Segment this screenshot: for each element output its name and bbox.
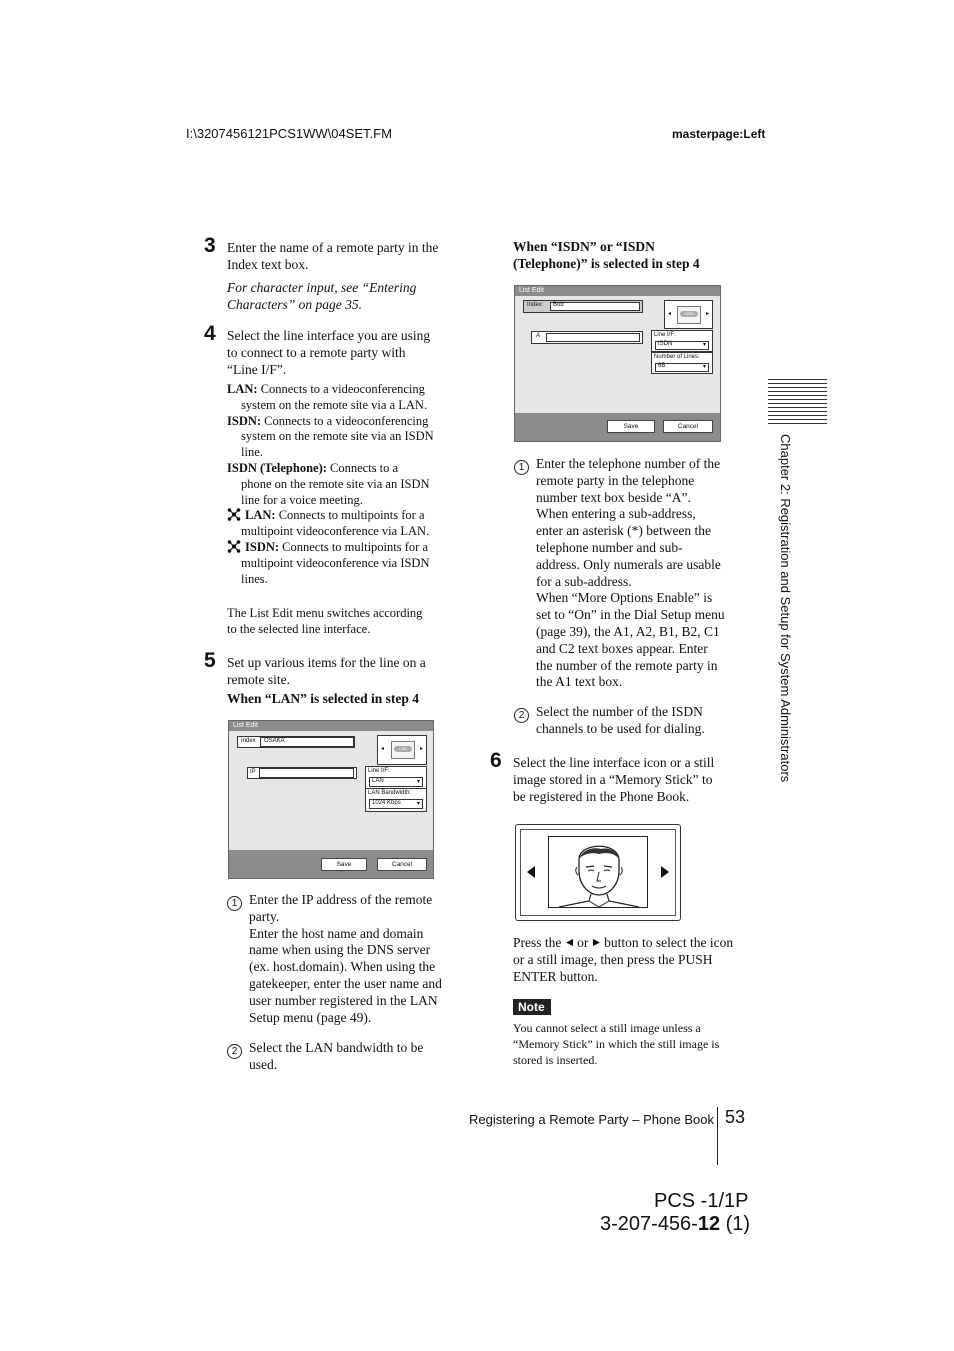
multipoint-icon [227, 508, 241, 521]
left-arrow-icon [565, 938, 574, 947]
left-arrow-icon: ◂ [381, 746, 385, 752]
step-3-note: For character input, see “Entering Characters” on page 35. [227, 280, 417, 312]
ip-row: IP [247, 767, 357, 779]
line-interface-definitions: LAN: Connects to a videoconferencing system on the remote site via a LAN. ISDN: Connects to a videoconferencing system on the remote site via an ISDN line. ISDN (Telephone): Connects to a phone on the remote site via an ISDN line for a voice meeting. LAN: Connects to multipoints for a multipoint videoconference via LAN. ISDN: Connects to multipoints for a multipoint videoconference via ISDN lines. [227, 382, 434, 586]
footer-section-title: Registering a Remote Party – Phone Book [469, 1112, 714, 1127]
line-icon-selector[interactable] [664, 300, 713, 329]
isdn-item-1-text: Enter the telephone number of the remote party in the telephone number text box beside “A”. When entering a sub-address, enter an asterisk (*) between the telephone number and sub- address. Only numerals are usable for a sub-address. When “More Options Enable” is set to “On” in the Dial Setup menu (page 39), the A1, A2, B1, B2, C1 and C2 text boxes appear. Enter the number of the remote party in the A1 text box. [536, 456, 725, 690]
step-6-text: Select the line interface icon or a still image stored in a “Memory Stick” to be registered in the Phone Book. [513, 755, 715, 804]
left-arrow-icon: ◂ [668, 311, 672, 317]
index-input[interactable]: Bob [550, 302, 640, 311]
index-input[interactable]: OSAKA [260, 737, 354, 747]
index-row: Index: Bob [523, 300, 643, 313]
lan-item-1-text: Enter the IP address of the remote party. Enter the host name and domain name when using the DNS server (ex. host.domain). When using the gatekeeper, enter the user name and user number registered in the LAN Setup menu (page 49). [249, 892, 442, 1025]
still-image-portrait[interactable] [548, 836, 648, 908]
bandwidth-select[interactable]: 1024 Kbps ▾ [369, 799, 423, 809]
isdn-subhead: When “ISDN” or “ISDN (Telephone)” is selected in step 4 [513, 239, 700, 271]
screen-title: List Edit [515, 286, 720, 296]
step-5-text: Set up various items for the line on a remote site. [227, 655, 426, 687]
isdn-icon: ISDN [677, 306, 701, 324]
lan-item-1-marker: 1 [227, 893, 242, 911]
index-row: Index OSAKA [237, 736, 355, 748]
lan-item-2-marker: 2 [227, 1041, 242, 1059]
step-6-number: 6 [490, 749, 502, 772]
model-number: PCS -1/1P [654, 1190, 749, 1212]
line-if-group: Line I/F: LAN ▾ [365, 766, 427, 790]
chevron-down-icon: ▾ [702, 364, 706, 370]
file-path: I:\3207456121PCS1WW\04SET.FM [186, 126, 392, 141]
line-if-select[interactable]: ISDN ▾ [655, 341, 709, 350]
cancel-button[interactable]: Cancel [377, 858, 427, 871]
bandwidth-group: LAN Bandwidth: 1024 Kbps ▾ [365, 788, 427, 812]
right-arrow-icon: ▸ [419, 746, 423, 752]
save-button[interactable]: Save [321, 858, 367, 871]
part-number: 3-207-456-12 (1) [600, 1213, 751, 1235]
save-button[interactable]: Save [607, 420, 655, 433]
screen-button-bar [515, 413, 720, 441]
cancel-button[interactable]: Cancel [663, 420, 713, 433]
masterpage-label: masterpage:Left [672, 127, 766, 141]
footer-divider [717, 1107, 718, 1165]
left-arrow-icon[interactable] [526, 865, 536, 879]
ip-input[interactable] [259, 768, 354, 778]
still-image-selector [515, 824, 681, 921]
line-if-group: Line I/F: ISDN ▾ [651, 330, 713, 352]
lines-group: Number of Lines: 6B ▾ [651, 352, 713, 374]
isdn-item-1-marker: 1 [514, 457, 529, 475]
telephone-input[interactable] [546, 333, 640, 342]
note-text: You cannot select a still image unless a “Memory Stick” in which the still image is stored is inserted. [513, 1021, 720, 1067]
lan-list-edit-screen [228, 720, 434, 879]
right-arrow-icon: ▸ [705, 311, 709, 317]
right-arrow-icon [592, 938, 601, 947]
page-number: 53 [725, 1107, 746, 1127]
multipoint-icon [227, 540, 241, 553]
chevron-down-icon: ▾ [416, 801, 420, 807]
isdn-item-2-text: Select the number of the ISDN channels to be used for dialing. [536, 704, 705, 736]
step-4-text: Select the line interface you are using to connect to a remote party with “Line I/F”. [227, 328, 431, 377]
line-if-select[interactable]: LAN ▾ [369, 777, 423, 787]
step-3-number: 3 [204, 234, 216, 257]
chevron-down-icon: ▾ [416, 779, 420, 785]
screen-title: List Edit [229, 721, 433, 731]
press-instructions: Press the or button to select the icon or a still image, then press the PUSH ENTER button. [513, 935, 734, 984]
lan-item-2-text: Select the LAN bandwidth to be used. [249, 1040, 424, 1072]
note-badge: Note [513, 999, 551, 1015]
step-3-text: Enter the name of a remote party in the Index text box. [227, 240, 439, 272]
list-edit-paragraph: The List Edit menu switches according to the selected line interface. [227, 606, 423, 636]
telephone-row: A [531, 331, 643, 344]
side-tab-rules [768, 379, 827, 427]
lan-icon: LAN [391, 741, 415, 759]
step-5-number: 5 [204, 649, 216, 672]
step-4-number: 4 [204, 322, 216, 345]
chapter-side-tab: Chapter 2: Registration and Setup for System Administrators [778, 434, 793, 783]
chevron-down-icon: ▾ [702, 342, 706, 348]
lan-subhead: When “LAN” is selected in step 4 [227, 691, 419, 706]
line-icon-selector[interactable] [377, 735, 427, 765]
portrait-image [549, 837, 647, 907]
isdn-item-2-marker: 2 [514, 705, 529, 723]
right-arrow-icon[interactable] [660, 865, 670, 879]
isdn-list-edit-screen [514, 285, 721, 442]
screen-button-bar [229, 850, 433, 878]
lines-select[interactable]: 6B ▾ [655, 363, 709, 372]
